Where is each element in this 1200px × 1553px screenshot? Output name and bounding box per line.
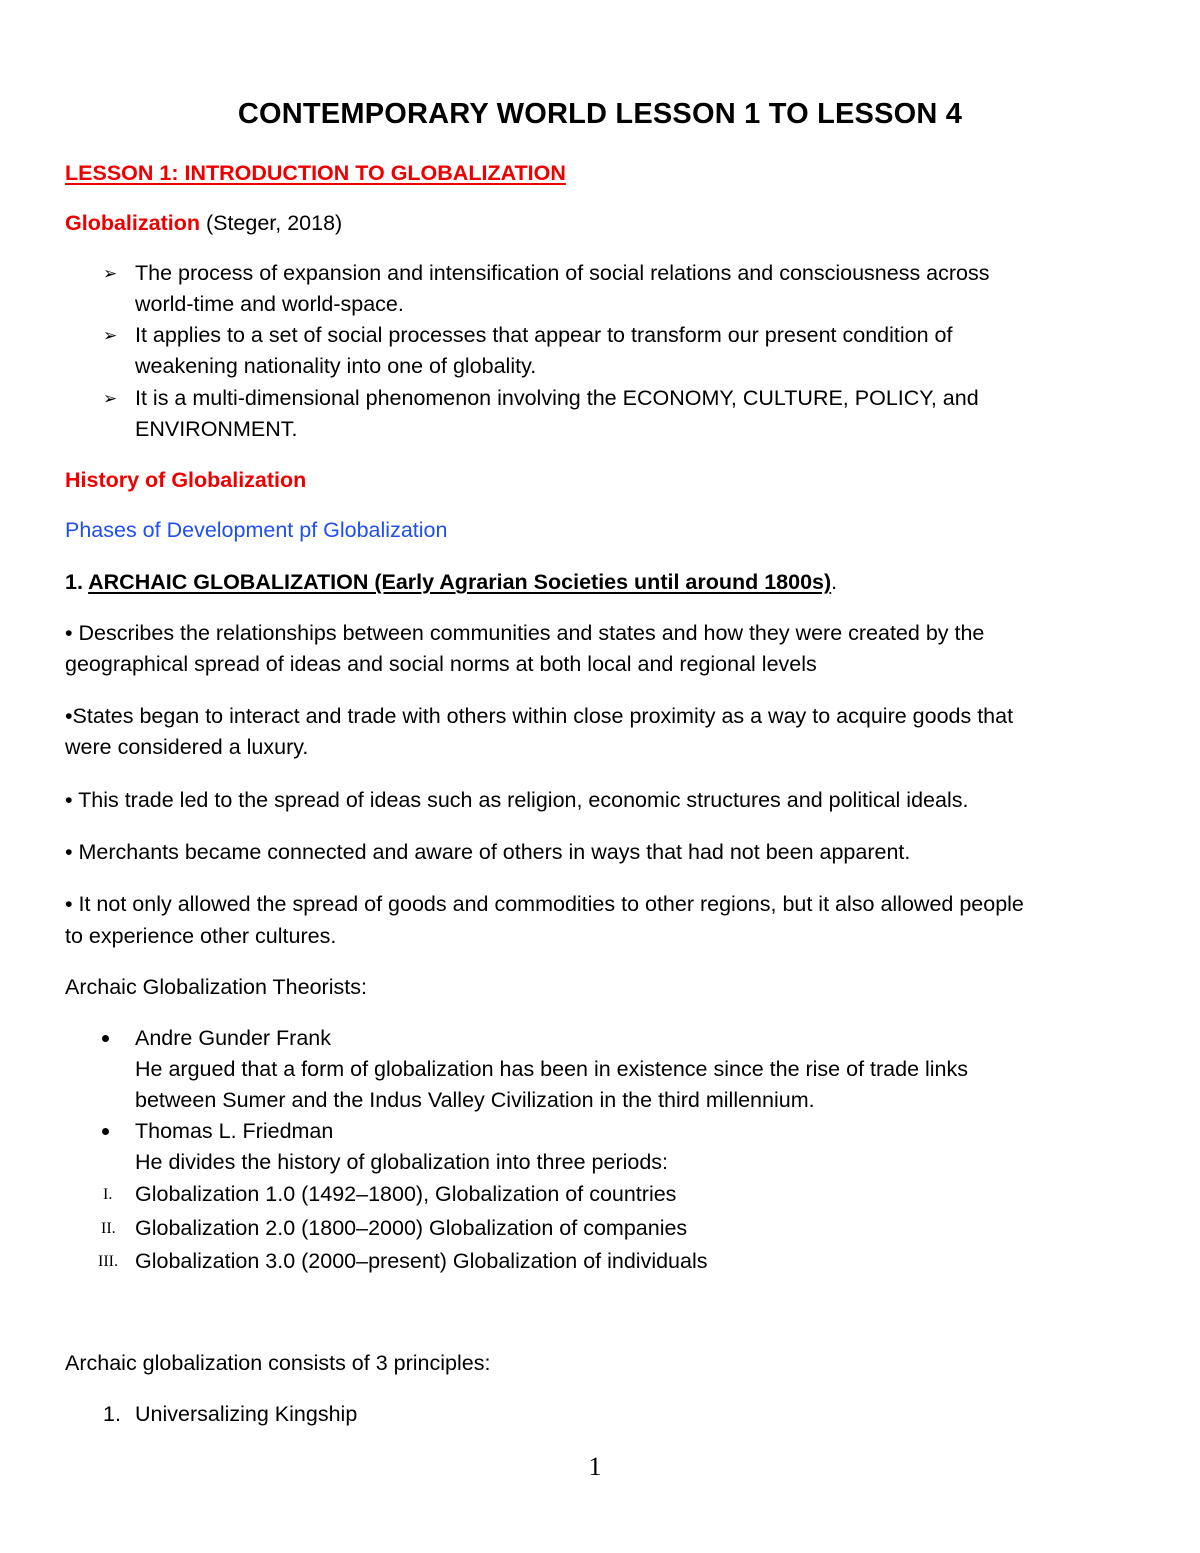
archaic-heading-text: ARCHAIC GLOBALIZATION (Early Agrarian Societies until around 1800s) — [88, 570, 832, 594]
arrow-bullet-icon: ➢ — [103, 326, 118, 345]
history-heading: History of Globalization — [65, 468, 307, 492]
arrow-bullet-icon: ➢ — [103, 389, 118, 408]
theorists-label: Archaic Globalization Theorists: — [65, 975, 367, 999]
globalization-definition-heading — [65, 208, 342, 239]
globalization-bullet-1-line2: world-time and world-space. — [135, 292, 404, 316]
lesson1-heading: LESSON 1: INTRODUCTION TO GLOBALIZATION — [65, 161, 566, 185]
principle-1-number: 1. — [103, 1402, 121, 1426]
archaic-globalization-heading — [65, 567, 837, 598]
globalization-term: Globalization — [65, 211, 200, 235]
archaic-paragraph-2-line2: were considered a luxury. — [65, 735, 309, 759]
archaic-paragraph-1-line1: • Describes the relationships between communities and states and how they were created by the — [65, 621, 985, 645]
globalization-bullet-2-line2: weakening nationality into one of globality. — [135, 354, 537, 378]
archaic-paragraph-3: • This trade led to the spread of ideas such as religion, economic structures and political ideals. — [65, 788, 969, 812]
arrow-bullet-icon: ➢ — [103, 264, 118, 283]
theorist-2-desc: He divides the history of globalization into three periods: — [135, 1150, 669, 1174]
globalization-bullet-2-line1: It applies to a set of social processes that appear to transform our present condition of — [135, 323, 953, 347]
globalization-bullet-3-line1: It is a multi-dimensional phenomenon involving the ECONOMY, CULTURE, POLICY, and — [135, 386, 979, 410]
period-2-numeral: II. — [101, 1220, 116, 1237]
globalization-citation: (Steger, 2018) — [199, 211, 343, 235]
globalization-bullet-1-line1: The process of expansion and intensification of social relations and consciousness across — [135, 261, 990, 285]
archaic-paragraph-5-line2: to experience other cultures. — [65, 924, 337, 948]
archaic-paragraph-5-line1: • It not only allowed the spread of goods and commodities to other regions, but it also allowed people — [65, 892, 1024, 916]
bullet-dot-icon — [102, 1035, 109, 1042]
page-number: 1 — [588, 1452, 602, 1481]
principles-label: Archaic globalization consists of 3 principles: — [65, 1351, 491, 1375]
document-title: CONTEMPORARY WORLD LESSON 1 TO LESSON 4 — [237, 98, 963, 130]
bullet-dot-icon — [102, 1128, 109, 1135]
globalization-bullet-3-line2: ENVIRONMENT. — [135, 417, 298, 441]
theorist-2-name: Thomas L. Friedman — [135, 1119, 334, 1143]
archaic-heading-end: . — [831, 570, 838, 594]
theorist-1-desc-line2: between Sumer and the Indus Valley Civilization in the third millennium. — [135, 1088, 815, 1112]
period-2-text: Globalization 2.0 (1800–2000) Globalization of companies — [135, 1216, 688, 1240]
theorist-1-desc-line1: He argued that a form of globalization has been in existence since the rise of trade links — [135, 1057, 969, 1081]
period-3-text: Globalization 3.0 (2000–present) Globalization of individuals — [135, 1249, 708, 1273]
archaic-paragraph-4: • Merchants became connected and aware of others in ways that had not been apparent. — [65, 840, 911, 864]
theorist-1-name: Andre Gunder Frank — [135, 1026, 331, 1050]
period-3-numeral: III. — [98, 1253, 118, 1270]
archaic-paragraph-1-line2: geographical spread of ideas and social norms at both local and regional levels — [65, 652, 817, 676]
archaic-paragraph-2-line1: •States began to interact and trade with others within close proximity as a way to acquire goods that — [65, 704, 1014, 728]
period-1-numeral: I. — [103, 1186, 113, 1203]
phases-heading: Phases of Development pf Globalization — [65, 518, 448, 542]
period-1-text: Globalization 1.0 (1492–1800), Globalization of countries — [135, 1182, 677, 1206]
principle-1-text: Universalizing Kingship — [135, 1402, 358, 1426]
archaic-number: 1. — [65, 570, 89, 594]
